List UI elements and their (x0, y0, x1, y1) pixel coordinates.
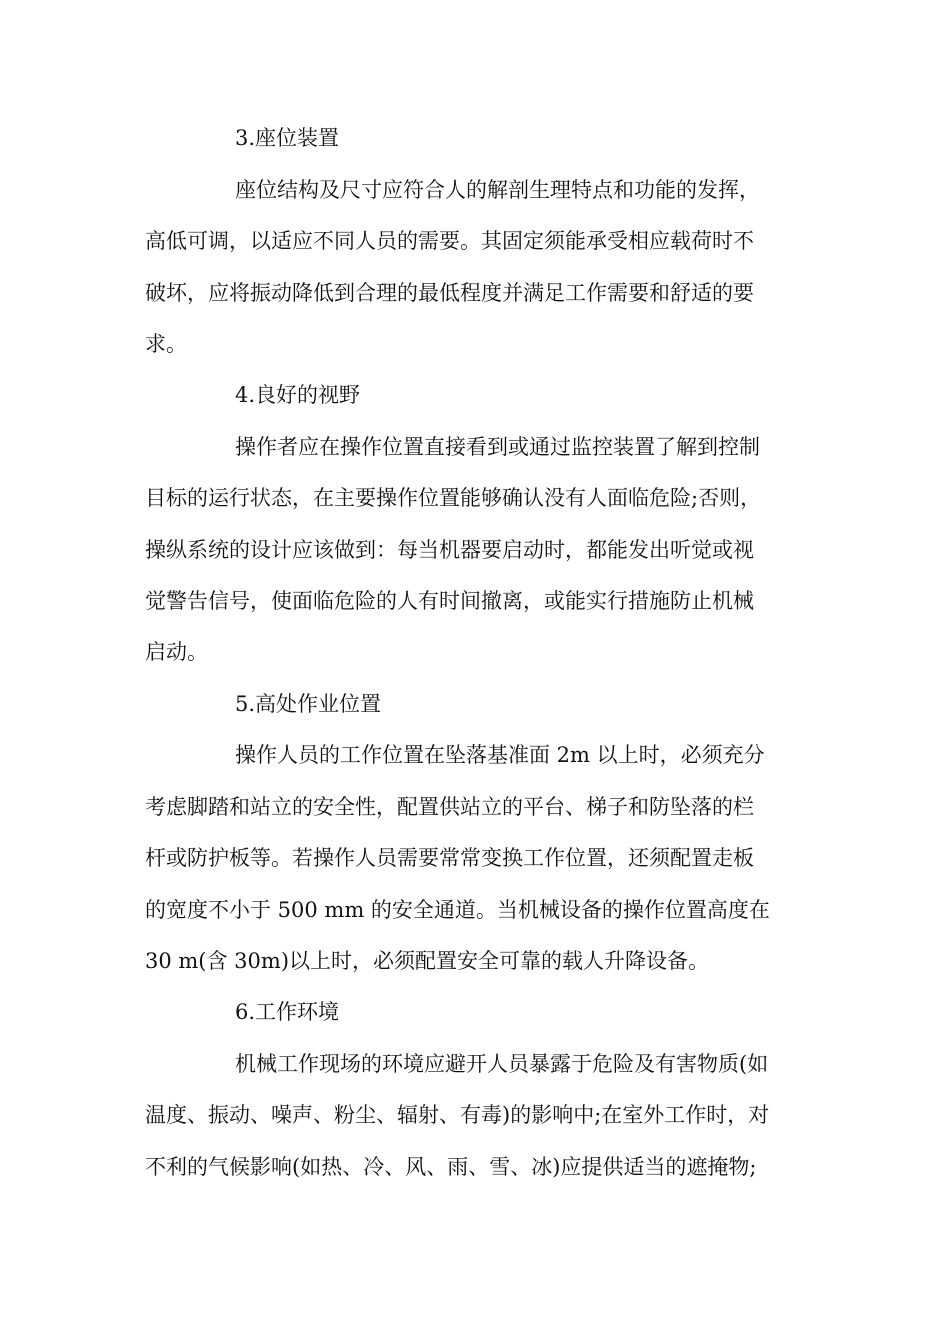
section-heading: 3.座位装置 (235, 126, 340, 150)
section-heading: 4.良好的视野 (235, 383, 361, 407)
paragraph-line: 觉警告信号，使面临危险的人有时间撤离，或能实行措施防止机械 (145, 589, 754, 613)
paragraph-line: 温度、振动、噪声、粉尘、辐射、有毒)的影响中;在室外工作时，对 (145, 1103, 770, 1127)
paragraph-line: 机械工作现场的环境应避开人员暴露于危险及有害物质(如 (235, 1052, 769, 1076)
section-heading: 5.高处作业位置 (235, 692, 382, 716)
paragraph-line: 破坏，应将振动降低到合理的最低程度并满足工作需要和舒适的要 (145, 281, 754, 305)
paragraph-line: 操作者应在操作位置直接看到或通过监控装置了解到控制 (235, 435, 760, 459)
paragraph-line: 操作人员的工作位置在坠落基准面 2m 以上时，必须充分 (235, 743, 765, 767)
paragraph-line: 操纵系统的设计应该做到：每当机器要启动时，都能发出听觉或视 (145, 538, 754, 562)
paragraph-line: 座位结构及尺寸应符合人的解剖生理特点和功能的发挥， (235, 178, 760, 202)
paragraph-line: 30 m(含 30m)以上时，必须配置安全可靠的载人升降设备。 (145, 949, 710, 973)
paragraph-line: 杆或防护板等。若操作人员需要常常变换工作位置，还须配置走板 (145, 846, 754, 870)
paragraph-line: 目标的运行状态，在主要操作位置能够确认没有人面临危险;否则， (145, 486, 762, 510)
paragraph-line: 考虑脚踏和站立的安全性，配置供站立的平台、梯子和防坠落的栏 (145, 795, 754, 819)
paragraph-line: 的宽度不小于 500 mm 的安全通道。当机械设备的操作位置高度在 (145, 898, 770, 922)
paragraph-line: 不利的气候影响(如热、冷、风、雨、雪、冰)应提供适当的遮掩物; (145, 1155, 757, 1179)
paragraph-line: 启动。 (145, 640, 208, 664)
paragraph-line: 求。 (145, 332, 187, 356)
section-heading: 6.工作环境 (235, 1000, 340, 1024)
paragraph-line: 高低可调，以适应不同人员的需要。其固定须能承受相应载荷时不 (145, 229, 754, 253)
